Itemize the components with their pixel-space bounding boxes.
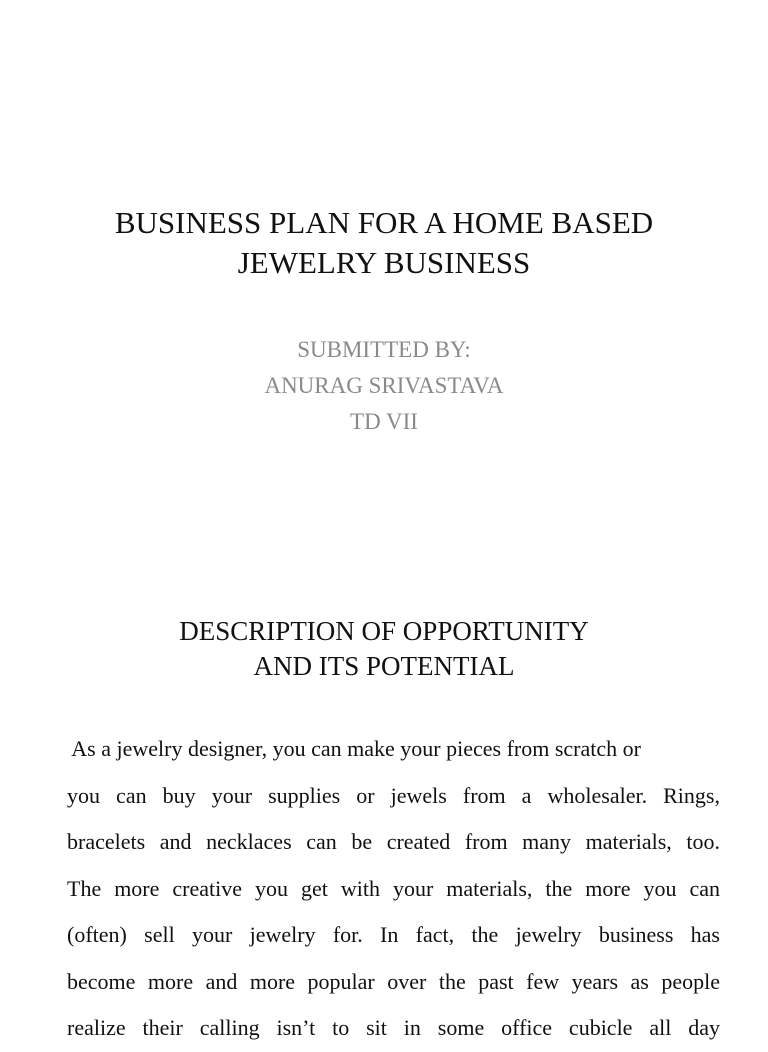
document-title-line-2: JEWELRY BUSINESS — [237, 245, 531, 280]
section-heading-line-1: DESCRIPTION OF OPPORTUNITY — [179, 616, 589, 646]
author-name: ANURAG SRIVASTAVA — [264, 373, 504, 398]
body-paragraph — [67, 726, 720, 1052]
document-title — [0, 203, 768, 283]
paragraph-line: The more creative you get with your materials, the more you can — [67, 875, 720, 901]
submitted-by-label: SUBMITTED BY: — [297, 337, 471, 362]
course-label: TD VII — [350, 409, 418, 434]
paragraph-line: bracelets and necklaces can be created from many materials, too. — [67, 829, 720, 854]
paragraph-line: become more and more popular over the past few years as people — [67, 968, 720, 994]
section-heading — [0, 614, 768, 684]
paragraph-line: you can buy your supplies or jewels from a wholesaler. Rings, — [67, 782, 720, 808]
submission-info — [0, 332, 768, 440]
paragraph-line: (often) sell your jewelry for. In fact, the jewelry business has — [67, 922, 720, 947]
paragraph-line: realize their calling isn’t to sit in some office cubicle all day — [67, 1015, 720, 1040]
paragraph-line: As a jewelry designer, you can make your pieces from scratch or — [67, 736, 641, 761]
section-heading-line-2: AND ITS POTENTIAL — [253, 651, 515, 681]
document-title-line-1: BUSINESS PLAN FOR A HOME BASED — [114, 205, 654, 240]
